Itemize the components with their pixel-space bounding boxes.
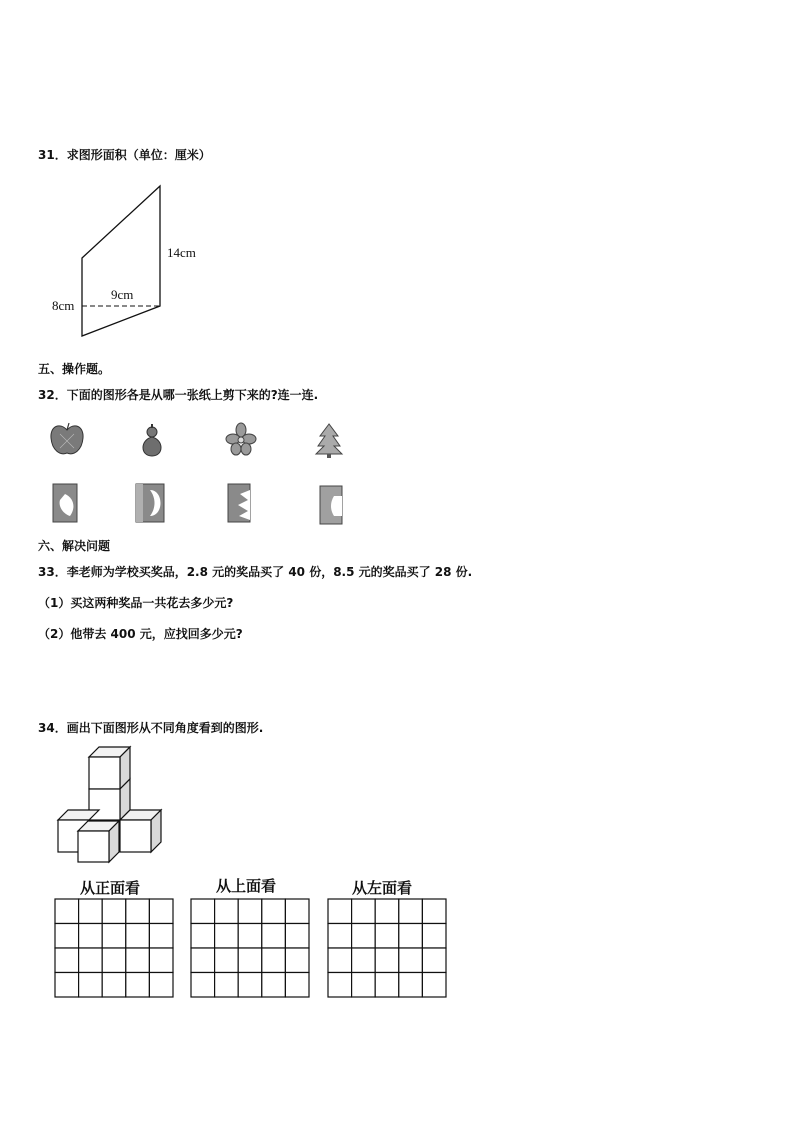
grid-cell[interactable] xyxy=(422,899,446,924)
grid-cell[interactable] xyxy=(149,948,173,973)
grid-cell[interactable] xyxy=(215,948,239,973)
label-14cm: 14cm xyxy=(167,245,196,260)
grid-cell[interactable] xyxy=(102,899,126,924)
grid-cell[interactable] xyxy=(352,899,376,924)
grid-cell[interactable] xyxy=(79,924,103,949)
grid-cell[interactable] xyxy=(352,924,376,949)
grid-cell[interactable] xyxy=(55,899,79,924)
grid-cell[interactable] xyxy=(352,948,376,973)
grid-cell[interactable] xyxy=(238,924,262,949)
grid-cell[interactable] xyxy=(79,973,103,998)
grid-cell[interactable] xyxy=(238,973,262,998)
grid-cell[interactable] xyxy=(126,899,150,924)
grid-cell[interactable] xyxy=(399,973,423,998)
grid-top[interactable] xyxy=(191,899,309,997)
grid-cell[interactable] xyxy=(262,899,286,924)
grid-cell[interactable] xyxy=(149,899,173,924)
label-9cm: 9cm xyxy=(111,287,134,302)
grid-cell[interactable] xyxy=(328,899,352,924)
grid-cell[interactable] xyxy=(262,924,286,949)
grid-cell[interactable] xyxy=(399,899,423,924)
grid-cell[interactable] xyxy=(191,948,215,973)
section-6-heading: 六、解决问题 xyxy=(38,539,111,553)
grid-cell[interactable] xyxy=(399,924,423,949)
grid-cell[interactable] xyxy=(79,948,103,973)
grid-cell[interactable] xyxy=(149,973,173,998)
grid-cell[interactable] xyxy=(422,948,446,973)
grid-cell[interactable] xyxy=(285,948,309,973)
grid-cell[interactable] xyxy=(215,899,239,924)
grid-cell[interactable] xyxy=(375,973,399,998)
grid-cell[interactable] xyxy=(285,924,309,949)
grid-cell[interactable] xyxy=(352,973,376,998)
grid-cell[interactable] xyxy=(191,973,215,998)
grid-cell[interactable] xyxy=(238,948,262,973)
view-title-left: 从左面看 xyxy=(352,879,413,897)
grid-cell[interactable] xyxy=(422,924,446,949)
view-title-front: 从正面看 xyxy=(80,879,141,897)
grid-cell[interactable] xyxy=(375,899,399,924)
q33-sub2: （2）他带去 400 元，应找回多少元? xyxy=(38,627,243,641)
grid-cell[interactable] xyxy=(422,973,446,998)
grid-cell[interactable] xyxy=(191,924,215,949)
grid-cell[interactable] xyxy=(375,948,399,973)
grid-left[interactable] xyxy=(328,899,446,997)
grid-front[interactable] xyxy=(55,899,173,997)
grid-cell[interactable] xyxy=(238,899,262,924)
label-8cm: 8cm xyxy=(52,298,75,313)
grid-cell[interactable] xyxy=(375,924,399,949)
grid-cell[interactable] xyxy=(149,924,173,949)
grid-cell[interactable] xyxy=(262,973,286,998)
grid-cell[interactable] xyxy=(328,948,352,973)
grid-cell[interactable] xyxy=(399,948,423,973)
grid-cell[interactable] xyxy=(102,924,126,949)
q32-title: 32．下面的图形各是从哪一张纸上剪下来的?连一连. xyxy=(38,388,319,402)
grid-cell[interactable] xyxy=(126,948,150,973)
grid-cell[interactable] xyxy=(262,948,286,973)
grid-cell[interactable] xyxy=(126,924,150,949)
grid-cell[interactable] xyxy=(191,899,215,924)
section-5-heading: 五、操作题。 xyxy=(38,362,111,376)
q34-title: 34．画出下面图形从不同角度看到的图形. xyxy=(38,721,264,735)
grid-cell[interactable] xyxy=(55,973,79,998)
grid-cell[interactable] xyxy=(215,973,239,998)
grid-cell[interactable] xyxy=(328,973,352,998)
grid-cell[interactable] xyxy=(55,924,79,949)
grid-cell[interactable] xyxy=(285,899,309,924)
q31-title: 31．求图形面积（单位：厘米） xyxy=(38,148,211,162)
grid-cell[interactable] xyxy=(102,973,126,998)
grid-cell[interactable] xyxy=(55,948,79,973)
grid-cell[interactable] xyxy=(285,973,309,998)
q33-sub1: （1）买这两种奖品一共花去多少元? xyxy=(38,596,234,610)
grid-cell[interactable] xyxy=(79,899,103,924)
grid-cell[interactable] xyxy=(215,924,239,949)
view-title-top: 从上面看 xyxy=(216,877,277,895)
q33-title: 33．李老师为学校买奖品，2.8 元的奖品买了 40 份，8.5 元的奖品买了 28 份. xyxy=(38,565,473,579)
grid-cell[interactable] xyxy=(102,948,126,973)
grid-cell[interactable] xyxy=(328,924,352,949)
grid-cell[interactable] xyxy=(126,973,150,998)
